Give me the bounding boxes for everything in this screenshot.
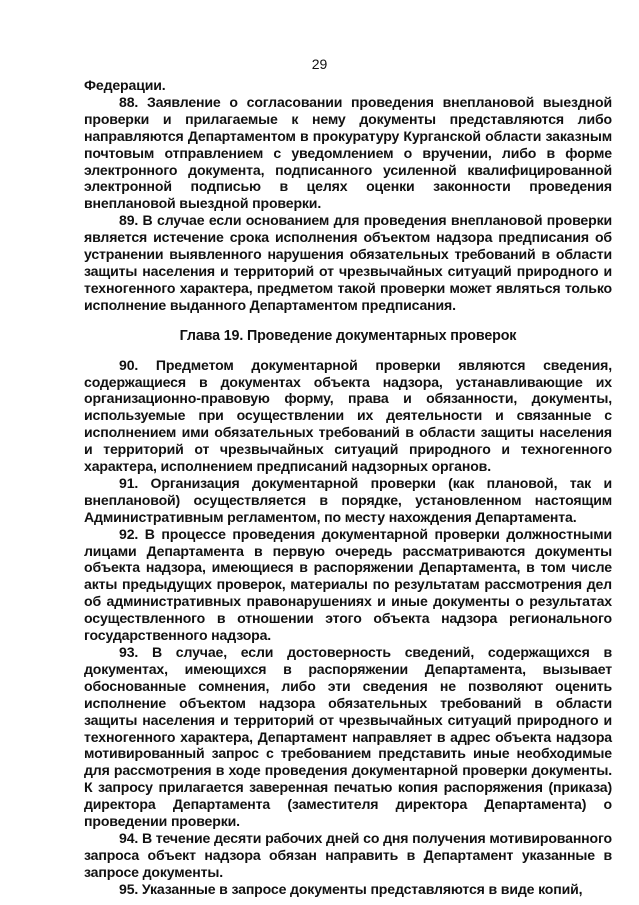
paragraph-89: 89. В случае если основанием для проведения внеплановой проверки является истечение срока исполнения объектом надзора предписания об устранении выявленного нарушения обязательных требований в области защиты населения и территорий от чрезвычайных ситуаций природного и техногенного характера, предметом такой проверки может являться только исполнение выданного Департаментом предписания. [84,212,612,313]
paragraph-93: 93. В случае, если достоверность сведений, содержащихся в документах, имеющихся в распоряжении Департамента, вызывает обоснованные сомнения, либо эти сведения не позволяют оценить исполнение объектом надзора обязательных требований в области защиты населения и территорий от чрезвычайных ситуаций природного и техногенного характера, Департамент направляет в адрес объекта надзора мотивированный запрос с требованием представить иные необходимые для рассмотрения в ходе проведения документарной проверки документы. К запросу прилагается заверенная печатью копия распоряжения (приказа) директора Департамента (заместителя директора Департамента) о проведении проверки. [84,644,612,830]
document-body [84,77,612,898]
paragraph-continuation: Федерации. [84,77,166,93]
chapter-19-heading: Глава 19. Проведение документарных проверок [179,327,517,344]
paragraph-90: 90. Предметом документарной проверки являются сведения, содержащиеся в документах объекта надзора, устанавливающие их организационно-правовую форму, права и обязанности, документы, используемые при осуществлении их деятельности и связанные с исполнением ими обязательных требований в области защиты населения и территорий от чрезвычайных ситуаций природного и техногенного характера, исполнением предписаний надзорных органов. [84,356,612,475]
paragraph-88: 88. Заявление о согласовании проведения внеплановой выездной проверки и прилагаемые к нему документы представляются либо направляются Департаментом в прокуратуру Курганской области заказным почтовым отправлением с уведомлением о вручении, либо в форме электронного документа, подписанного усиленной квалифицированной электронной подписью в целях оценки законности проведения внеплановой выездной проверки. [84,93,612,212]
paragraph-95: 95. Указанные в запросе документы представляются в виде копий, [119,880,583,897]
paragraph-94: 94. В течение десяти рабочих дней со дня получения мотивированного запроса объект надзора обязан направить в Департамент указанные в запросе документы. [84,829,612,880]
page-number: 29 [311,56,328,72]
paragraph-92: 92. В процессе проведения документарной проверки должностными лицами Департамента в первую очередь рассматриваются документы объекта надзора, имеющиеся в распоряжении Департамента, в том числе акты предыдущих проверок, материалы по результатам рассмотрения дел об административных правонарушениях и иные документы о результатах осуществленного в отношении этого объекта надзора регионального государственного надзора. [84,525,612,644]
paragraph-91: 91. Организация документарной проверки (как плановой, так и внеплановой) осуществляется в порядке, установленном настоящим Административным регламентом, по месту нахождения Департамента. [84,474,612,525]
